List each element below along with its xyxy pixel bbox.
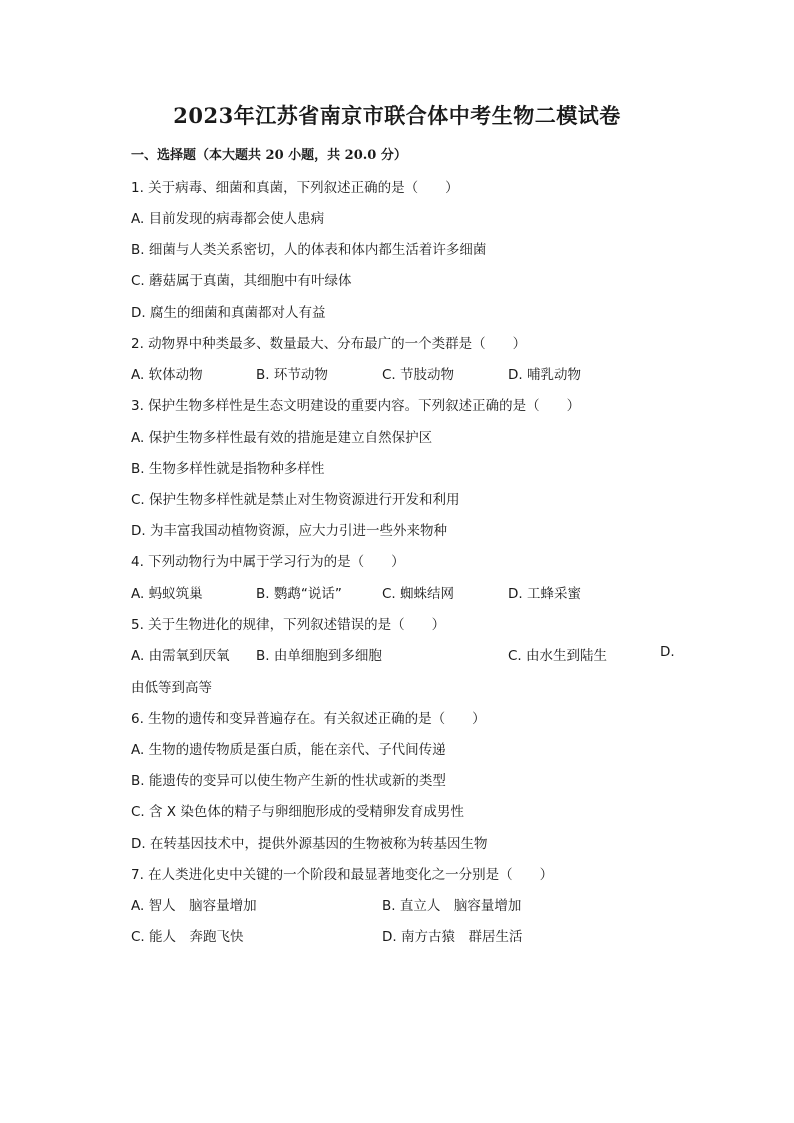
question-5-option-b: B. 由单细胞到多细胞 <box>256 648 382 664</box>
question-6-option-c: C. 含 X 染色体的精子与卵细胞形成的受精卵发育成男性 <box>131 804 464 820</box>
question-6-option-d: D. 在转基因技术中，提供外源基因的生物被称为转基因生物 <box>131 836 488 852</box>
question-5-option-d-label: D. <box>660 644 675 660</box>
question-2-option-a: A. 软体动物 <box>131 367 203 383</box>
question-6-stem: 6. 生物的遗传和变异普遍存在。有关叙述正确的是（ ） <box>131 711 486 727</box>
question-1-option-b: B. 细菌与人类关系密切，人的体表和体内都生活着许多细菌 <box>131 242 487 258</box>
question-2-option-d: D. 哺乳动物 <box>508 367 581 383</box>
question-4-option-c: C. 蜘蛛结网 <box>382 586 455 602</box>
question-3-option-b: B. 生物多样性就是指物种多样性 <box>131 461 325 477</box>
question-2-option-b: B. 环节动物 <box>256 367 328 383</box>
question-5-option-c: C. 由水生到陆生 <box>508 648 608 664</box>
question-1-option-c: C. 蘑菇属于真菌，其细胞中有叶绿体 <box>131 273 352 289</box>
question-4-stem: 4. 下列动物行为中属于学习行为的是（ ） <box>131 554 405 570</box>
question-3-stem: 3. 保护生物多样性是生态文明建设的重要内容。下列叙述正确的是（ ） <box>131 398 581 414</box>
question-7-stem: 7. 在人类进化史中关键的一个阶段和最显著地变化之一分别是（ ） <box>131 867 554 883</box>
question-1-stem: 1. 关于病毒、细菌和真菌，下列叙述正确的是（ ） <box>131 180 459 196</box>
question-5-stem: 5. 关于生物进化的规律，下列叙述错误的是（ ） <box>131 617 446 633</box>
question-6-option-a: A. 生物的遗传物质是蛋白质，能在亲代、子代间传递 <box>131 742 446 758</box>
exam-title: 2023年江苏省南京市联合体中考生物二模试卷 <box>173 103 621 128</box>
question-2-option-c: C. 节肢动物 <box>382 367 455 383</box>
question-1-option-a: A. 目前发现的病毒都会使人患病 <box>131 211 325 227</box>
question-2-stem: 2. 动物界中种类最多、数量最大、分布最广的一个类群是（ ） <box>131 336 527 352</box>
question-7-option-d: D. 南方古猿 群居生活 <box>382 929 523 945</box>
question-4-option-d: D. 工蜂采蜜 <box>508 586 581 602</box>
question-5-option-a: A. 由需氧到厌氧 <box>131 648 230 664</box>
question-3-option-a: A. 保护生物多样性最有效的措施是建立自然保护区 <box>131 430 433 446</box>
question-4-option-b: B. 鹦鹉“说话” <box>256 586 342 602</box>
question-7-option-b: B. 直立人 脑容量增加 <box>382 898 522 914</box>
question-1-option-d: D. 腐生的细菌和真菌都对人有益 <box>131 305 326 321</box>
question-4-option-a: A. 蚂蚁筑巢 <box>131 586 203 602</box>
question-3-option-c: C. 保护生物多样性就是禁止对生物资源进行开发和利用 <box>131 492 460 508</box>
question-7-option-a: A. 智人 脑容量增加 <box>131 898 257 914</box>
question-6-option-b: B. 能遗传的变异可以使生物产生新的性状或新的类型 <box>131 773 446 789</box>
question-3-option-d: D. 为丰富我国动植物资源，应大力引进一些外来物种 <box>131 523 447 539</box>
question-5-option-d-text: 由低等到高等 <box>131 680 212 696</box>
question-7-option-c: C. 能人 奔跑飞快 <box>131 929 244 945</box>
section-heading: 一、选择题（本大题共 20 小题，共 20.0 分） <box>131 148 407 163</box>
